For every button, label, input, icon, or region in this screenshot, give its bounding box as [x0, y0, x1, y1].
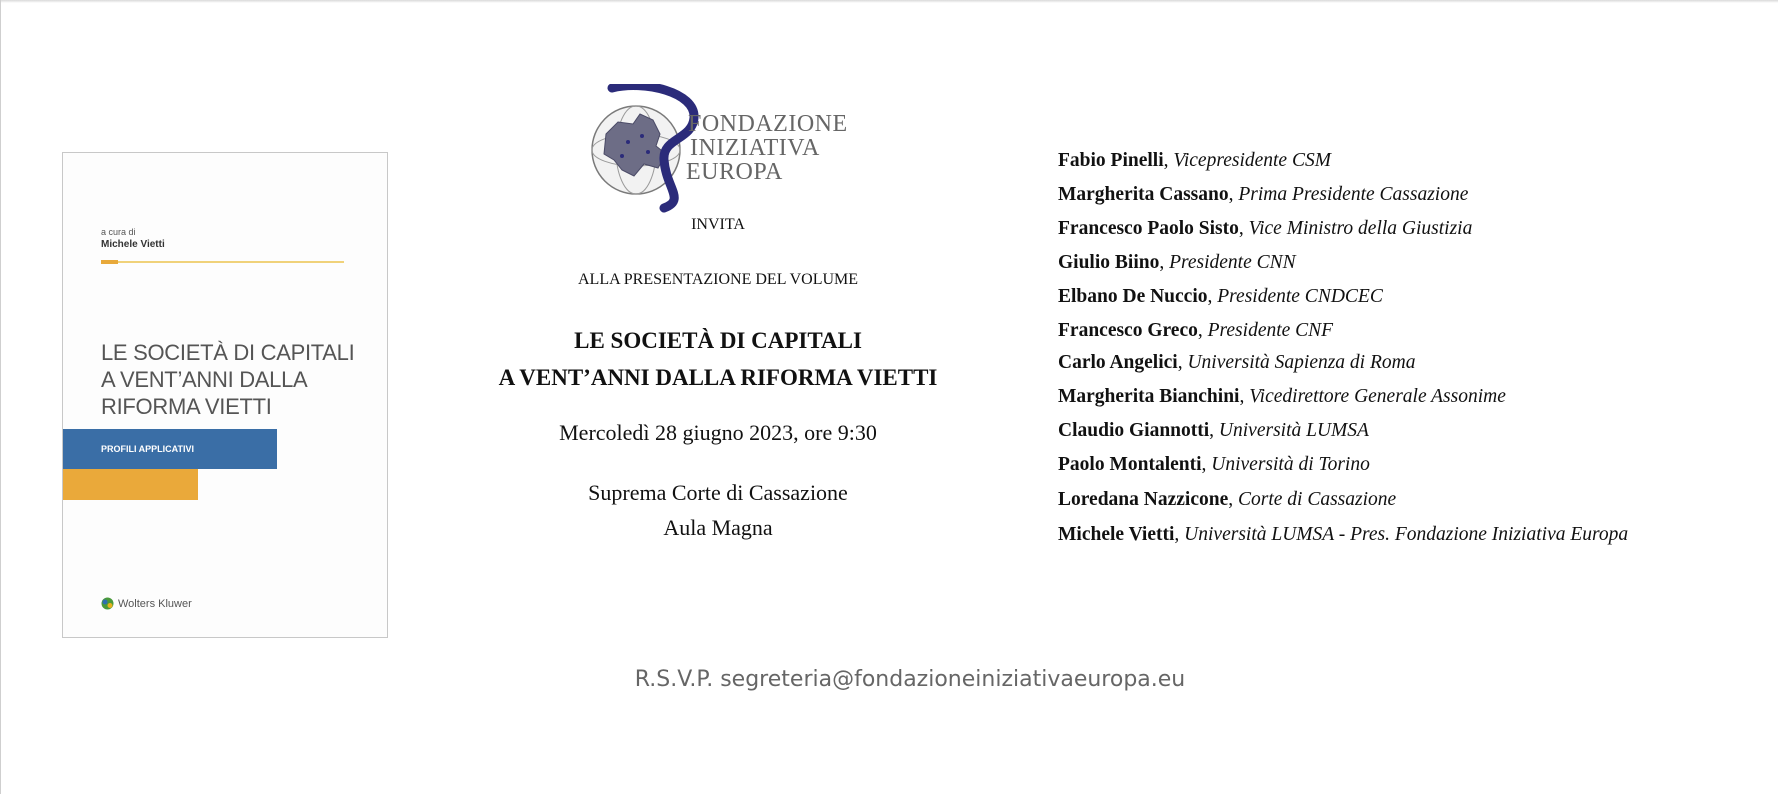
- speaker-item: [1058, 386, 1506, 408]
- speaker-separator: ,: [1228, 489, 1238, 510]
- logo-line: EUROPA: [686, 159, 783, 185]
- left-edge-border: [0, 0, 1, 794]
- speaker-item: [1058, 286, 1383, 308]
- speaker-separator: ,: [1163, 150, 1174, 171]
- speaker-name: Margherita Cassano: [1058, 184, 1229, 205]
- speaker-item: [1058, 454, 1370, 476]
- event-venue: [418, 475, 1018, 545]
- logo-line: INIZIATIVA: [690, 135, 820, 161]
- book-title-line: A VENT’ANNI DALLA: [101, 367, 308, 392]
- venue-line: Suprema Corte di Cassazione: [588, 480, 848, 505]
- book-cover: [62, 152, 388, 638]
- speaker-separator: ,: [1207, 286, 1218, 307]
- fondazione-logo-text: [688, 112, 848, 184]
- book-curatore: Michele Vietti: [101, 239, 165, 250]
- speaker-item: [1058, 320, 1333, 342]
- speaker-name: Paolo Montalenti: [1058, 454, 1202, 475]
- volume-title: [418, 322, 1018, 396]
- speaker-name: Francesco Greco: [1058, 320, 1198, 341]
- speaker-role: Vice Ministro della Giustizia: [1248, 218, 1473, 239]
- invita-label: INVITA: [691, 216, 745, 233]
- speaker-separator: ,: [1174, 524, 1185, 545]
- volume-title-line: A VENT’ANNI DALLA RIFORMA VIETTI: [498, 365, 938, 390]
- speaker-item: [1058, 184, 1468, 206]
- speaker-item: [1058, 524, 1628, 546]
- speaker-name: Elbano De Nuccio: [1058, 286, 1208, 307]
- speaker-item: [1058, 252, 1296, 274]
- volume-title-line: LE SOCIETÀ DI CAPITALI: [574, 328, 862, 353]
- speaker-item: [1058, 150, 1331, 172]
- speaker-separator: ,: [1177, 352, 1188, 373]
- speaker-separator: ,: [1239, 386, 1250, 407]
- speaker-name: Carlo Angelici: [1058, 352, 1178, 373]
- presentation-label: ALLA PRESENTAZIONE DEL VOLUME: [577, 271, 859, 288]
- book-title: [101, 339, 361, 420]
- speaker-role: Prima Presidente Cassazione: [1238, 184, 1469, 205]
- logo-line: FONDAZIONE: [688, 111, 848, 137]
- speaker-separator: ,: [1197, 320, 1208, 341]
- speaker-separator: ,: [1159, 252, 1170, 273]
- speaker-item: [1058, 218, 1472, 240]
- speaker-name: Michele Vietti: [1058, 524, 1175, 545]
- book-curatore-label: a cura di: [101, 227, 136, 237]
- speaker-name: Claudio Giannotti: [1058, 420, 1210, 441]
- top-edge-shadow: [0, 0, 1778, 3]
- speaker-role: Università di Torino: [1211, 454, 1370, 475]
- speaker-separator: ,: [1209, 420, 1219, 441]
- book-title-line: LE SOCIETÀ DI CAPITALI: [101, 340, 355, 365]
- wolters-kluwer-logo-icon: [101, 597, 114, 610]
- book-publisher: [101, 597, 192, 610]
- rsvp-email[interactable]: R.S.V.P. segreteria@fondazioneiniziativaeuropa.eu: [634, 667, 1186, 692]
- book-orange-band: [63, 469, 198, 500]
- speaker-item: [1058, 420, 1369, 442]
- venue-line: Aula Magna: [663, 515, 773, 540]
- speaker-name: Loredana Nazzicone: [1058, 489, 1229, 510]
- speaker-role: Vicepresidente CSM: [1173, 150, 1331, 171]
- speaker-role: Presidente CNN: [1169, 252, 1296, 273]
- speaker-item: [1058, 352, 1415, 374]
- speaker-name: Francesco Paolo Sisto: [1058, 218, 1239, 239]
- book-band-label: PROFILI APPLICATIVI: [101, 444, 195, 454]
- book-publisher-name: Wolters Kluwer: [118, 597, 192, 610]
- speaker-role: Vicedirettore Generale Assonime: [1249, 386, 1506, 407]
- speaker-role: Corte di Cassazione: [1238, 489, 1397, 510]
- speaker-role: Università LUMSA: [1218, 420, 1369, 441]
- speaker-separator: ,: [1201, 454, 1212, 475]
- speaker-role: Presidente CNDCEC: [1217, 286, 1383, 307]
- speaker-item: [1058, 489, 1396, 511]
- speaker-role: Presidente CNF: [1207, 320, 1334, 341]
- speaker-role: Università Sapienza di Roma: [1187, 352, 1416, 373]
- speaker-separator: ,: [1228, 184, 1239, 205]
- speaker-name: Giulio Biino: [1058, 252, 1160, 273]
- book-rule: [101, 261, 344, 263]
- speaker-name: Fabio Pinelli: [1058, 150, 1164, 171]
- speaker-role: Università LUMSA - Pres. Fondazione Iniziativa Europa: [1184, 524, 1629, 545]
- book-rule-accent: [101, 260, 118, 264]
- book-title-line: RIFORMA VIETTI: [101, 394, 272, 419]
- speaker-name: Margherita Bianchini: [1058, 386, 1240, 407]
- speaker-separator: ,: [1238, 218, 1249, 239]
- event-date: Mercoledì 28 giugno 2023, ore 9:30: [559, 420, 877, 445]
